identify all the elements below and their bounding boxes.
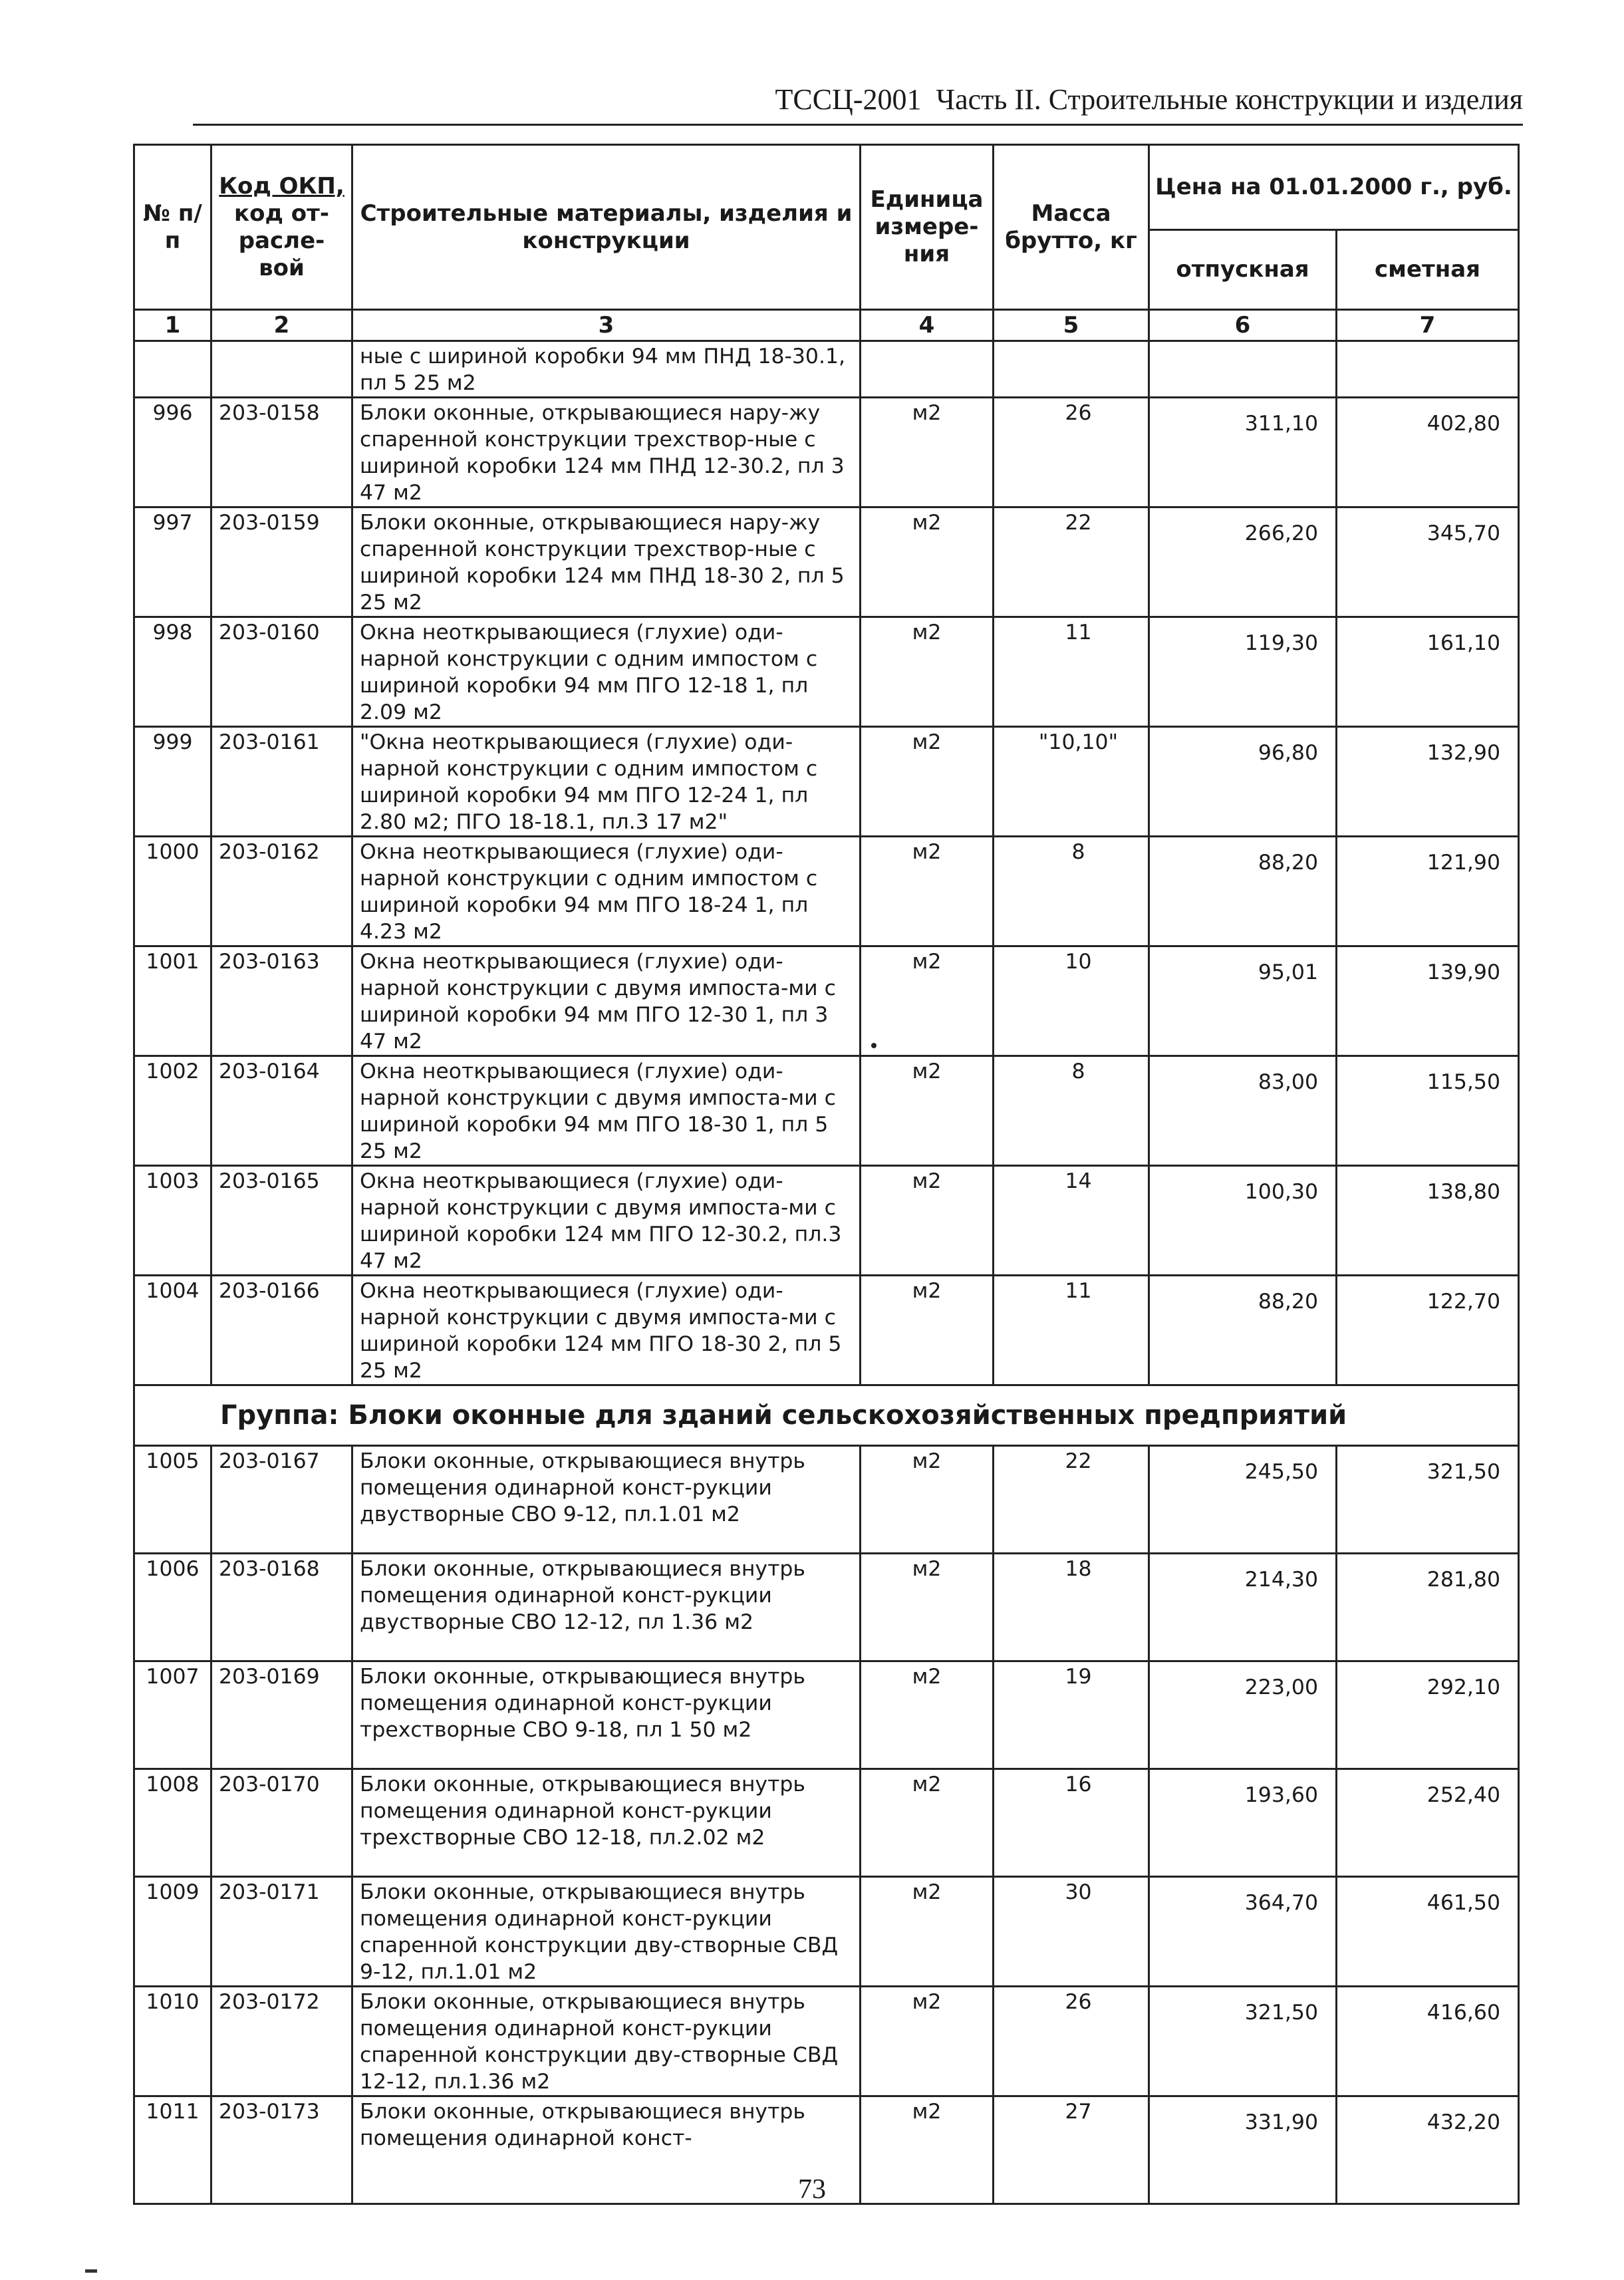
header-num: № п/п xyxy=(134,145,211,310)
row-number: 1010 xyxy=(134,1987,211,2096)
row-price-release: 88,20 xyxy=(1149,837,1337,946)
row-unit: м2 xyxy=(861,1877,994,1987)
row-code: 203-0162 xyxy=(211,837,352,946)
row-code: 203-0160 xyxy=(211,617,352,727)
row-mass: 26 xyxy=(994,1987,1149,2096)
scan-speck xyxy=(871,1043,877,1048)
group-body xyxy=(134,1385,1519,1446)
row-price-estimate: 161,10 xyxy=(1337,617,1519,727)
row-price-release: 364,70 xyxy=(1149,1877,1337,1987)
column-number: 1 xyxy=(134,310,211,341)
group-row xyxy=(134,1385,1519,1446)
row-unit: м2 xyxy=(861,1769,994,1877)
table-row xyxy=(134,837,1519,946)
column-number: 7 xyxy=(1337,310,1519,341)
table-row xyxy=(134,617,1519,727)
row-unit: м2 xyxy=(861,1056,994,1166)
row-mass: 14 xyxy=(994,1166,1149,1276)
row-mass: 16 xyxy=(994,1769,1149,1877)
row-mass: "10,10" xyxy=(994,727,1149,837)
row-code: 203-0166 xyxy=(211,1276,352,1385)
row-description: Окна неоткрывающиеся (глухие) оди-нарной конструкции с двумя импоста-ми с шириной коробки 124 мм ПГО 12-30.2, пл.3 47 м2 xyxy=(352,1166,861,1276)
row-description: Блоки оконные, открывающиеся внутрь помещения одинарной конст-рукции двустворные СВО 9-12, пл.1.01 м2 xyxy=(352,1446,861,1554)
row-description: Блоки оконные, открывающиеся нару-жу спаренной конструкции трехствор-ные с шириной коробки 124 мм ПНД 12-30.2, пл 3 47 м2 xyxy=(352,398,861,507)
row-mass: 10 xyxy=(994,946,1149,1056)
row-price-release: 96,80 xyxy=(1149,727,1337,837)
row-code: 203-0158 xyxy=(211,398,352,507)
row-number: 1005 xyxy=(134,1446,211,1554)
row-unit: м2 xyxy=(861,1987,994,2096)
row-code: 203-0172 xyxy=(211,1987,352,2096)
row-number: 996 xyxy=(134,398,211,507)
row-mass: 8 xyxy=(994,1056,1149,1166)
row-price-estimate: 461,50 xyxy=(1337,1877,1519,1987)
row-mass: 11 xyxy=(994,617,1149,727)
column-number-row xyxy=(134,310,1519,341)
table-row xyxy=(134,1987,1519,2096)
row-unit: м2 xyxy=(861,1661,994,1769)
row-price-estimate: 252,40 xyxy=(1337,1769,1519,1877)
row-mass: 22 xyxy=(994,507,1149,617)
row-price-estimate: 292,10 xyxy=(1337,1661,1519,1769)
row-code: 203-0161 xyxy=(211,727,352,837)
group-title: Группа: Блоки оконные для зданий сельскохозяйственных предприятий xyxy=(134,1385,1519,1446)
row-number: 1004 xyxy=(134,1276,211,1385)
row-code: 203-0173 xyxy=(211,2096,352,2204)
continuation-row xyxy=(134,341,1519,398)
row-number: 1007 xyxy=(134,1661,211,1769)
row-description: Окна неоткрывающиеся (глухие) оди-нарной конструкции с одним импостом с шириной коробки 94 мм ПГО 18-24 1, пл 4.23 м2 xyxy=(352,837,861,946)
row-price-estimate: 121,90 xyxy=(1337,837,1519,946)
row-unit: м2 xyxy=(861,507,994,617)
row-number: 997 xyxy=(134,507,211,617)
row-code: 203-0169 xyxy=(211,1661,352,1769)
column-number: 2 xyxy=(211,310,352,341)
table-row xyxy=(134,946,1519,1056)
table-row xyxy=(134,1166,1519,1276)
column-number: 4 xyxy=(861,310,994,341)
row-unit: м2 xyxy=(861,837,994,946)
table-row xyxy=(134,1554,1519,1661)
row-price-release: 214,30 xyxy=(1149,1554,1337,1661)
table-body-b xyxy=(134,1446,1519,2204)
row-description: Блоки оконные, открывающиеся внутрь помещения одинарной конст-рукции спаренной конструкции дву-створные СВД 12-12, пл.1.36 м2 xyxy=(352,1987,861,2096)
row-description: Блоки оконные, открывающиеся внутрь помещения одинарной конст-рукции трехстворные СВО 9-18, пл 1 50 м2 xyxy=(352,1661,861,1769)
column-number: 3 xyxy=(352,310,861,341)
table-row xyxy=(134,1877,1519,1987)
row-price-release: 245,50 xyxy=(1149,1446,1337,1554)
row-price-estimate: 416,60 xyxy=(1337,1987,1519,2096)
header-mass: Масса брутто, кг xyxy=(994,145,1149,310)
row-code: 203-0165 xyxy=(211,1166,352,1276)
row-mass: 26 xyxy=(994,398,1149,507)
header-unit: Единица измере-ния xyxy=(861,145,994,310)
row-description: Блоки оконные, открывающиеся внутрь помещения одинарной конст-рукции двустворные СВО 12-12, пл 1.36 м2 xyxy=(352,1554,861,1661)
row-number: 1000 xyxy=(134,837,211,946)
header-price: Цена на 01.01.2000 г., руб. xyxy=(1149,145,1519,230)
row-price-release: 223,00 xyxy=(1149,1661,1337,1769)
row-unit: м2 xyxy=(861,1166,994,1276)
header-material: Строительные материалы, изделия и конструкции xyxy=(352,145,861,310)
row-description: Окна неоткрывающиеся (глухие) оди-нарной конструкции с двумя импоста-ми с шириной коробки 124 мм ПГО 18-30 2, пл 5 25 м2 xyxy=(352,1276,861,1385)
column-number: 6 xyxy=(1149,310,1337,341)
column-number: 5 xyxy=(994,310,1149,341)
row-unit: м2 xyxy=(861,1276,994,1385)
row-unit: м2 xyxy=(861,617,994,727)
row-unit: м2 xyxy=(861,727,994,837)
table-row xyxy=(134,1276,1519,1385)
header-code-branch: код от-расле-вой xyxy=(234,200,329,281)
row-mass: 11 xyxy=(994,1276,1149,1385)
header-price-estimate: сметная xyxy=(1337,230,1519,310)
row-description: "Окна неоткрывающиеся (глухие) оди-нарной конструкции с одним импостом с шириной коробки 94 мм ПГО 12-24 1, пл 2.80 м2; ПГО 18-18.1, пл.3 17 м2" xyxy=(352,727,861,837)
row-price-release: 331,90 xyxy=(1149,2096,1337,2204)
row-code: 203-0163 xyxy=(211,946,352,1056)
row-price-estimate: 432,20 xyxy=(1337,2096,1519,2204)
row-mass: 22 xyxy=(994,1446,1149,1554)
row-price-release: 266,20 xyxy=(1149,507,1337,617)
table-row xyxy=(134,1661,1519,1769)
header-code-okp: Код ОКП, xyxy=(219,172,344,200)
price-table xyxy=(133,144,1520,2205)
row-number: 1003 xyxy=(134,1166,211,1276)
row-price-release: 100,30 xyxy=(1149,1166,1337,1276)
row-mass: 27 xyxy=(994,2096,1149,2204)
header-abbreviation: ТССЦ-2001 xyxy=(775,83,922,116)
row-number: 998 xyxy=(134,617,211,727)
row-description: Блоки оконные, открывающиеся нару-жу спаренной конструкции трехствор-ные с шириной коробки 124 мм ПНД 18-30 2, пл 5 25 м2 xyxy=(352,507,861,617)
row-price-release: 95,01 xyxy=(1149,946,1337,1056)
header-code xyxy=(211,145,352,310)
row-description: Окна неоткрывающиеся (глухие) оди-нарной конструкции с одним импостом с шириной коробки 94 мм ПГО 12-18 1, пл 2.09 м2 xyxy=(352,617,861,727)
row-unit: м2 xyxy=(861,1554,994,1661)
page-number: 73 xyxy=(798,2174,826,2205)
row-price-release: 88,20 xyxy=(1149,1276,1337,1385)
row-price-release: 321,50 xyxy=(1149,1987,1337,2096)
row-code: 203-0168 xyxy=(211,1554,352,1661)
row-description: Окна неоткрывающиеся (глухие) оди-нарной конструкции с двумя импоста-ми с шириной коробки 94 мм ПГО 12-30 1, пл 3 47 м2 xyxy=(352,946,861,1056)
row-number: 999 xyxy=(134,727,211,837)
row-unit: м2 xyxy=(861,1446,994,1554)
row-price-estimate: 115,50 xyxy=(1337,1056,1519,1166)
running-header xyxy=(193,78,1523,126)
row-price-release: 193,60 xyxy=(1149,1769,1337,1877)
row-price-estimate: 321,50 xyxy=(1337,1446,1519,1554)
row-price-estimate: 138,80 xyxy=(1337,1166,1519,1276)
row-description: Блоки оконные, открывающиеся внутрь помещения одинарной конст-рукции спаренной конструкции дву-створные СВД 9-12, пл.1.01 м2 xyxy=(352,1877,861,1987)
row-price-estimate: 139,90 xyxy=(1337,946,1519,1056)
row-unit: м2 xyxy=(861,2096,994,2204)
row-code: 203-0164 xyxy=(211,1056,352,1166)
table-row xyxy=(134,1446,1519,1554)
continuation-description: ные с шириной коробки 94 мм ПНД 18-30.1, пл 5 25 м2 xyxy=(352,341,861,398)
row-mass: 8 xyxy=(994,837,1149,946)
row-number: 1006 xyxy=(134,1554,211,1661)
row-code: 203-0170 xyxy=(211,1769,352,1877)
table-row xyxy=(134,398,1519,507)
row-price-release: 119,30 xyxy=(1149,617,1337,727)
row-price-release: 83,00 xyxy=(1149,1056,1337,1166)
row-price-estimate: 402,80 xyxy=(1337,398,1519,507)
header-title: Часть II. Строительные конструкции и изделия xyxy=(936,83,1523,116)
row-number: 1001 xyxy=(134,946,211,1056)
row-mass: 19 xyxy=(994,1661,1149,1769)
row-description: Окна неоткрывающиеся (глухие) оди-нарной конструкции с двумя импоста-ми с шириной коробки 94 мм ПГО 18-30 1, пл 5 25 м2 xyxy=(352,1056,861,1166)
table-row xyxy=(134,1056,1519,1166)
row-price-estimate: 281,80 xyxy=(1337,1554,1519,1661)
row-code: 203-0171 xyxy=(211,1877,352,1987)
table-row xyxy=(134,507,1519,617)
row-code: 203-0159 xyxy=(211,507,352,617)
header-price-release: отпускная xyxy=(1149,230,1337,310)
row-code: 203-0167 xyxy=(211,1446,352,1554)
table-row xyxy=(134,1769,1519,1877)
row-unit: м2 xyxy=(861,398,994,507)
row-unit: м2 xyxy=(861,946,994,1056)
row-mass: 30 xyxy=(994,1877,1149,1987)
table-row xyxy=(134,727,1519,837)
row-number: 1002 xyxy=(134,1056,211,1166)
table-body-a xyxy=(134,341,1519,1385)
row-number: 1011 xyxy=(134,2096,211,2204)
row-number: 1008 xyxy=(134,1769,211,1877)
table-header xyxy=(134,145,1519,341)
row-price-estimate: 122,70 xyxy=(1337,1276,1519,1385)
row-description: Блоки оконные, открывающиеся внутрь помещения одинарной конст- xyxy=(352,2096,861,2204)
row-price-estimate: 345,70 xyxy=(1337,507,1519,617)
row-description: Блоки оконные, открывающиеся внутрь помещения одинарной конст-рукции трехстворные СВО 12-18, пл.2.02 м2 xyxy=(352,1769,861,1877)
row-number: 1009 xyxy=(134,1877,211,1987)
row-mass: 18 xyxy=(994,1554,1149,1661)
scan-mark xyxy=(85,2269,97,2273)
row-price-release: 311,10 xyxy=(1149,398,1337,507)
row-price-estimate: 132,90 xyxy=(1337,727,1519,837)
